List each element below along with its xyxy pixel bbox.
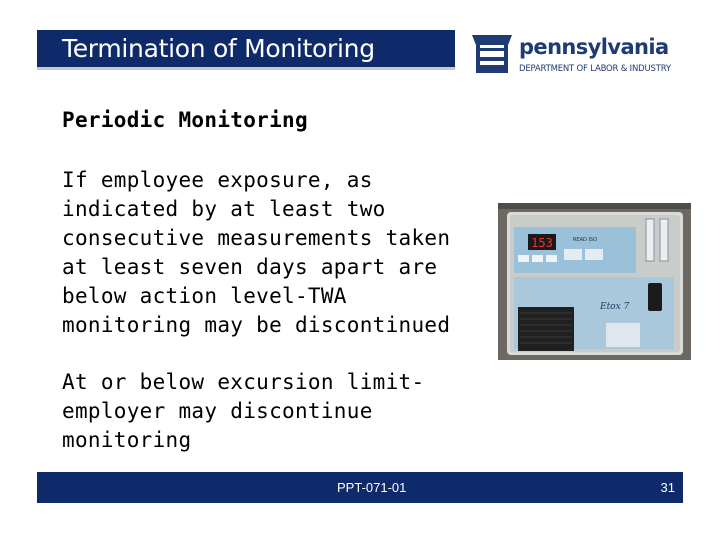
logo-department: DEPARTMENT OF LABOR & INDUSTRY [519, 64, 671, 74]
footer-code: PPT-071-01 [337, 480, 407, 495]
keystone-icon [468, 31, 516, 79]
brand-label: Etox 7 [600, 302, 630, 312]
paragraph-excursion: At or below excursion limit- employer may discontinue monitoring [62, 370, 425, 452]
panel-label: READ ISO [572, 237, 598, 243]
logo-name: pennsylvania [519, 35, 669, 59]
title-bar [37, 30, 455, 70]
monitor-illustration [498, 203, 691, 360]
page-number: 31 [660, 480, 675, 495]
pennsylvania-logo [468, 30, 693, 80]
slide-title: Termination of Monitoring [62, 34, 375, 63]
footer-bar [37, 472, 683, 503]
monitor-photo [498, 203, 691, 360]
paragraph-periodic: If employee exposure, as indicated by at least two consecutive measurements taken at least seven days apart are below action level-TWA monitoring may be discontinued [62, 168, 451, 337]
section-heading: Periodic Monitoring [62, 108, 308, 132]
display-reading: 153 [531, 236, 553, 250]
